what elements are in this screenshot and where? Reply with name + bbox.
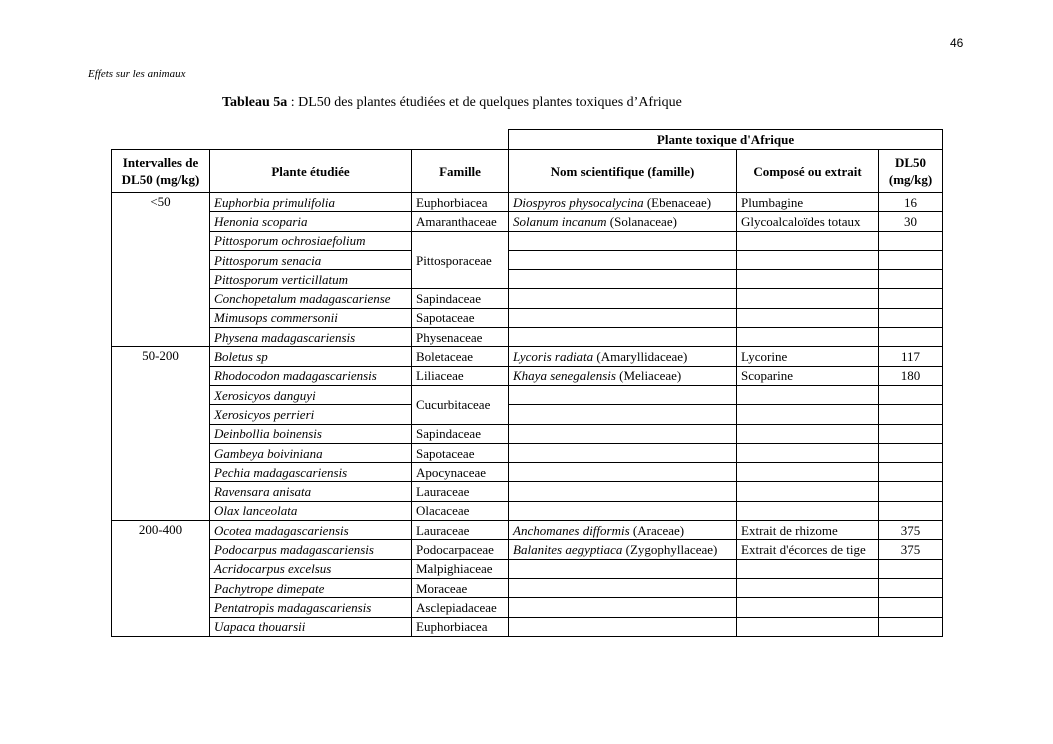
dl50-cell (879, 328, 943, 347)
section-header: Effets sur les animaux (88, 68, 186, 80)
dl50-cell: 117 (879, 347, 943, 366)
dl50-cell (879, 270, 943, 289)
header-interval: Intervalles de DL50 (mg/kg) (112, 150, 210, 193)
compound-cell (737, 617, 879, 636)
table-row (112, 231, 943, 250)
family-cell: Sapindaceae (412, 289, 509, 308)
table-row (112, 405, 943, 424)
compound-cell: Plumbagine (737, 193, 879, 212)
compound-cell (737, 578, 879, 597)
toxic-name-cell (509, 405, 737, 424)
dl50-cell: 30 (879, 212, 943, 231)
caption-text: : DL50 des plantes étudiées et de quelques plantes toxiques d’Afrique (287, 95, 682, 110)
toxic-name-cell (509, 424, 737, 443)
plant-cell: Deinbollia boinensis (210, 424, 412, 443)
header-dl50: DL50 (mg/kg) (879, 150, 943, 193)
compound-cell: Lycorine (737, 347, 879, 366)
toxic-name-cell (509, 270, 737, 289)
plant-cell: Boletus sp (210, 347, 412, 366)
toxic-name-cell (509, 463, 737, 482)
toxic-name-cell: Anchomanes difformis (Araceae) (509, 521, 737, 540)
plant-cell: Pittosporum verticillatum (210, 270, 412, 289)
compound-cell (737, 308, 879, 327)
table-row (112, 501, 943, 520)
plant-cell: Gambeya boiviniana (210, 443, 412, 462)
table-row (112, 578, 943, 597)
compound-cell: Glycoalcaloïdes totaux (737, 212, 879, 231)
dl50-cell (879, 231, 943, 250)
compound-cell (737, 443, 879, 462)
plant-cell: Pentatropis madagascariensis (210, 598, 412, 617)
dl50-cell (879, 308, 943, 327)
plant-cell: Rhodocodon madagascariensis (210, 366, 412, 385)
table-row (112, 482, 943, 501)
compound-cell (737, 270, 879, 289)
dl50-cell (879, 501, 943, 520)
dl50-cell (879, 443, 943, 462)
toxic-name-cell (509, 328, 737, 347)
family-cell: Sapotaceae (412, 308, 509, 327)
header-spacer (112, 130, 509, 150)
compound-cell: Scoparine (737, 366, 879, 385)
table-row (112, 289, 943, 308)
compound-cell (737, 250, 879, 269)
plant-cell: Uapaca thouarsii (210, 617, 412, 636)
compound-cell (737, 598, 879, 617)
header-compound: Composé ou extrait (737, 150, 879, 193)
table-row (112, 424, 943, 443)
toxic-name-cell (509, 385, 737, 404)
header-plant: Plante étudiée (210, 150, 412, 193)
dl50-cell (879, 289, 943, 308)
compound-cell (737, 463, 879, 482)
toxic-name-cell (509, 617, 737, 636)
compound-cell (737, 385, 879, 404)
family-cell: Pittosporaceae (412, 231, 509, 289)
dl50-cell (879, 424, 943, 443)
toxic-name-cell: Lycoris radiata (Amaryllidaceae) (509, 347, 737, 366)
compound-cell: Extrait de rhizome (737, 521, 879, 540)
family-cell: Cucurbitaceae (412, 385, 509, 424)
table-row (112, 270, 943, 289)
table-row (112, 250, 943, 269)
toxic-plant-group-header: Plante toxique d'Afrique (509, 130, 943, 150)
family-cell: Apocynaceae (412, 463, 509, 482)
caption-label: Tableau 5a (222, 95, 288, 110)
family-cell: Moraceae (412, 578, 509, 597)
table-row (112, 540, 943, 559)
toxic-name-cell (509, 308, 737, 327)
family-cell: Podocarpaceae (412, 540, 509, 559)
table-row (112, 559, 943, 578)
plant-cell: Pittosporum ochrosiaefolium (210, 231, 412, 250)
dl50-cell (879, 617, 943, 636)
plant-cell: Acridocarpus excelsus (210, 559, 412, 578)
table-row (112, 212, 943, 231)
plant-cell: Xerosicyos perrieri (210, 405, 412, 424)
family-cell: Amaranthaceae (412, 212, 509, 231)
dl50-cell: 375 (879, 521, 943, 540)
dl50-table (111, 129, 943, 637)
dl50-cell: 180 (879, 366, 943, 385)
dl50-cell (879, 598, 943, 617)
dl50-cell: 375 (879, 540, 943, 559)
table-caption (222, 95, 682, 111)
compound-cell (737, 559, 879, 578)
plant-cell: Pachytrope dimepate (210, 578, 412, 597)
plant-cell: Mimusops commersonii (210, 308, 412, 327)
family-cell: Asclepiadaceae (412, 598, 509, 617)
table-row (112, 366, 943, 385)
family-cell: Olacaceae (412, 501, 509, 520)
toxic-name-cell (509, 578, 737, 597)
table-row (112, 385, 943, 404)
family-cell: Euphorbiacea (412, 193, 509, 212)
compound-cell (737, 482, 879, 501)
family-cell: Lauraceae (412, 482, 509, 501)
family-cell: Physenaceae (412, 328, 509, 347)
table-row (112, 463, 943, 482)
table-row (112, 347, 943, 366)
toxic-name-cell (509, 443, 737, 462)
dl50-cell (879, 482, 943, 501)
table-row (112, 598, 943, 617)
compound-cell (737, 328, 879, 347)
compound-cell (737, 405, 879, 424)
toxic-name-cell (509, 482, 737, 501)
header-family: Famille (412, 150, 509, 193)
plant-cell: Pechia madagascariensis (210, 463, 412, 482)
plant-cell: Henonia scoparia (210, 212, 412, 231)
table-row (112, 521, 943, 540)
compound-cell (737, 289, 879, 308)
family-cell: Sapindaceae (412, 424, 509, 443)
interval-cell: <50 (112, 193, 210, 347)
group-header-row (112, 130, 943, 150)
toxic-name-cell: Balanites aegyptiaca (Zygophyllaceae) (509, 540, 737, 559)
family-cell: Sapotaceae (412, 443, 509, 462)
toxic-name-cell: Solanum incanum (Solanaceae) (509, 212, 737, 231)
family-cell: Liliaceae (412, 366, 509, 385)
toxic-name-cell: Diospyros physocalycina (Ebenaceae) (509, 193, 737, 212)
compound-cell (737, 501, 879, 520)
column-header-row (112, 150, 943, 193)
family-cell: Boletaceae (412, 347, 509, 366)
compound-cell: Extrait d'écorces de tige (737, 540, 879, 559)
plant-cell: Pittosporum senacia (210, 250, 412, 269)
table-row (112, 443, 943, 462)
interval-cell: 50-200 (112, 347, 210, 521)
dl50-cell (879, 463, 943, 482)
family-cell: Lauraceae (412, 521, 509, 540)
interval-cell: 200-400 (112, 521, 210, 637)
toxic-name-cell (509, 231, 737, 250)
plant-cell: Ravensara anisata (210, 482, 412, 501)
table-row (112, 193, 943, 212)
table-row (112, 617, 943, 636)
table-row (112, 328, 943, 347)
dl50-cell (879, 405, 943, 424)
dl50-cell (879, 559, 943, 578)
plant-cell: Euphorbia primulifolia (210, 193, 412, 212)
plant-cell: Xerosicyos danguyi (210, 385, 412, 404)
header-sci-name: Nom scientifique (famille) (509, 150, 737, 193)
toxic-name-cell (509, 501, 737, 520)
dl50-cell (879, 578, 943, 597)
plant-cell: Podocarpus madagascariensis (210, 540, 412, 559)
family-cell: Euphorbiacea (412, 617, 509, 636)
page-number: 46 (950, 36, 964, 50)
plant-cell: Physena madagascariensis (210, 328, 412, 347)
dl50-cell: 16 (879, 193, 943, 212)
toxic-name-cell (509, 559, 737, 578)
compound-cell (737, 424, 879, 443)
dl50-cell (879, 385, 943, 404)
table-row (112, 308, 943, 327)
toxic-name-cell: Khaya senegalensis (Meliaceae) (509, 366, 737, 385)
compound-cell (737, 231, 879, 250)
toxic-name-cell (509, 598, 737, 617)
plant-cell: Olax lanceolata (210, 501, 412, 520)
toxic-name-cell (509, 250, 737, 269)
family-cell: Malpighiaceae (412, 559, 509, 578)
plant-cell: Ocotea madagascariensis (210, 521, 412, 540)
toxic-name-cell (509, 289, 737, 308)
dl50-cell (879, 250, 943, 269)
plant-cell: Conchopetalum madagascariense (210, 289, 412, 308)
